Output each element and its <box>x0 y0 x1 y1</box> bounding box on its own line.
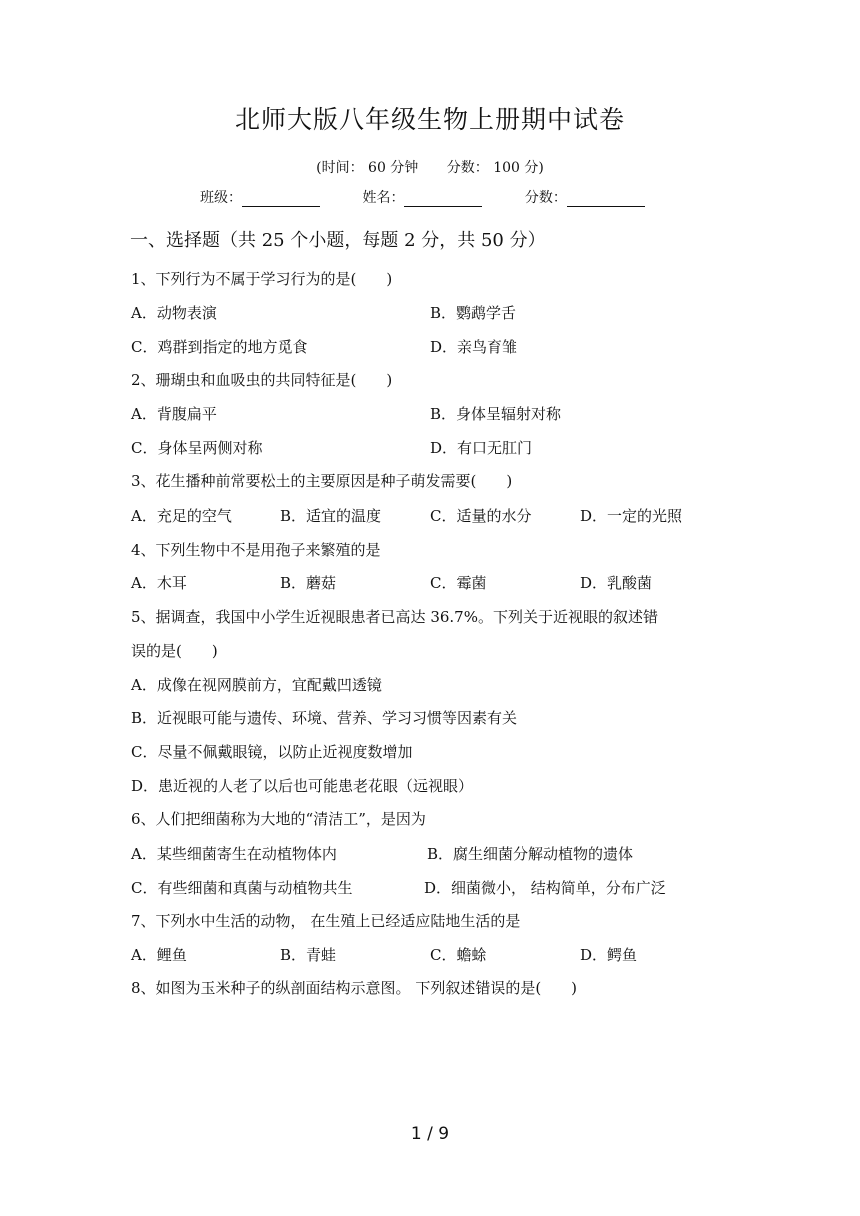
question-5: 5、据调查，我国中小学生近视眼患者已高达 36.7%。下列关于近视眼的叙述错 <box>131 608 658 626</box>
question-4: 4、下列生物中不是用孢子来繁殖的是 <box>131 541 381 559</box>
option: D．细菌微小， 结构简单，分布广泛 <box>424 879 666 897</box>
option: C．适量的水分 <box>430 507 532 525</box>
option: D．乳酸菌 <box>580 574 653 592</box>
question-2: 2、珊瑚虫和血吸虫的共同特征是( ) <box>131 371 393 389</box>
option: C．身体呈两侧对称 <box>131 439 263 457</box>
time-info: (时间： 60 分钟 <box>316 160 419 176</box>
option: A．充足的空气 <box>131 507 232 525</box>
class-label: 班级： <box>200 190 242 206</box>
score-blank[interactable] <box>567 190 645 207</box>
question-6: 6、人们把细菌称为大地的“清洁工”，是因为 <box>131 810 426 828</box>
option: D．亲鸟育雏 <box>430 338 518 356</box>
option: B．鹦鹉学舌 <box>430 304 517 322</box>
option: B．蘑菇 <box>280 574 337 592</box>
option: C．尽量不佩戴眼镜，以防止近视度数增加 <box>131 743 413 761</box>
option: B．适宜的温度 <box>280 507 382 525</box>
option: D．鳄鱼 <box>580 946 638 964</box>
page-number: 1 / 9 <box>410 1124 450 1144</box>
class-field <box>200 187 320 207</box>
option: A．某些细菌寄生在动植物体内 <box>131 845 337 863</box>
question-7: 7、下列水中生活的动物， 在生殖上已经适应陆地生活的是 <box>131 912 521 930</box>
student-info-fields <box>200 187 683 207</box>
name-blank[interactable] <box>404 190 482 207</box>
exam-info <box>0 157 860 177</box>
option: A．背腹扁平 <box>131 405 217 423</box>
question-3: 3、花生播种前常要松土的主要原因是种子萌发需要( ) <box>131 472 513 490</box>
score-field <box>525 187 645 207</box>
question-1: 1、下列行为不属于学习行为的是( ) <box>131 270 393 288</box>
option: A．鲤鱼 <box>131 946 187 964</box>
question-5-continued: 误的是( ) <box>131 642 218 660</box>
question-8: 8、如图为玉米种子的纵剖面结构示意图。 下列叙述错误的是( ) <box>131 979 578 997</box>
option: B．近视眼可能与遗传、环境、营养、学习习惯等因素有关 <box>131 709 518 727</box>
page-title: 北师大版八年级生物上册期中试卷 <box>234 105 625 134</box>
option: C．蟾蜍 <box>430 946 487 964</box>
score-info: 分数： 100 分) <box>446 160 544 176</box>
name-label: 姓名： <box>362 190 405 206</box>
option: A．成像在视网膜前方，宜配戴凹透镜 <box>131 676 382 694</box>
name-field <box>362 187 482 207</box>
class-blank[interactable] <box>242 190 320 207</box>
option: A．动物表演 <box>131 304 217 322</box>
option: C．鸡群到指定的地方觅食 <box>131 338 308 356</box>
option: D．一定的光照 <box>580 507 683 525</box>
score-label: 分数： <box>524 190 567 206</box>
option: C．有些细菌和真菌与动植物共生 <box>131 879 353 897</box>
option: C．霉菌 <box>430 574 487 592</box>
option: A．木耳 <box>131 574 187 592</box>
option: B．腐生细菌分解动植物的遗体 <box>427 845 634 863</box>
option: B．身体呈辐射对称 <box>430 405 562 423</box>
option: B．青蛙 <box>280 946 337 964</box>
option: D．有口无肛门 <box>430 439 533 457</box>
option: D．患近视的人老了以后也可能患老花眼（远视眼） <box>131 777 474 795</box>
section-heading: 一、选择题（共 25 个小题，每题 2 分，共 50 分） <box>130 230 546 251</box>
